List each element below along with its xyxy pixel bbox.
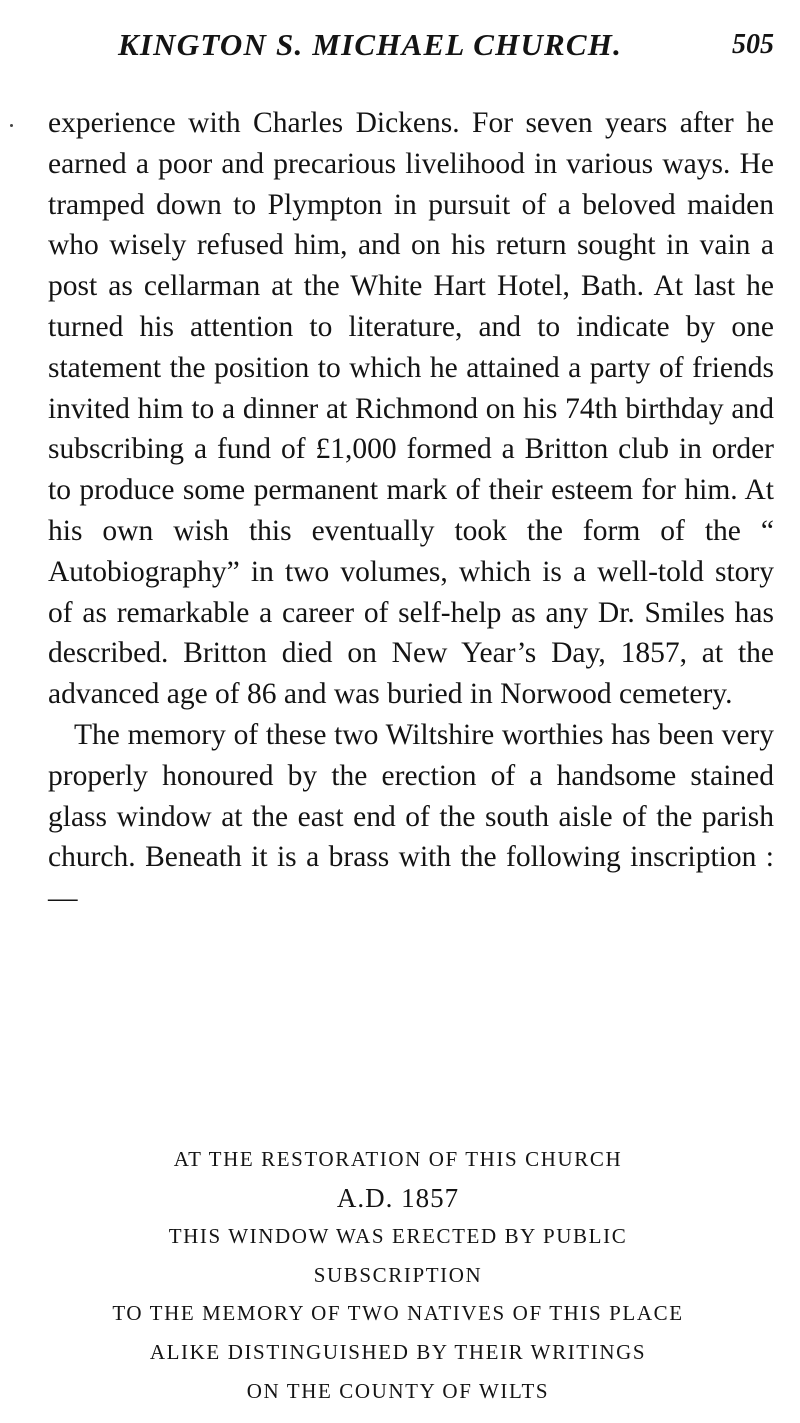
inscription-line: ALIKE DISTINGUISHED BY THEIR WRITINGS xyxy=(149,1339,647,1364)
inscription-date-line: A.D. 1857 xyxy=(336,1182,460,1213)
brass-inscription xyxy=(20,1140,776,1410)
running-head xyxy=(118,20,778,70)
margin-mark xyxy=(10,124,13,127)
page-number: 505 xyxy=(732,29,774,60)
inscription-line: AT THE RESTORATION OF THIS CHURCH xyxy=(173,1147,623,1171)
paragraph-memorial-window: The memory of these two Wiltshire worthies has been very properly honoured by the erection of a handsome stained glass window at the east end of the south aisle of the parish church. Beneath it is a brass with the following inscription :— xyxy=(48,718,774,915)
inscription-line: SUBSCRIPTION xyxy=(313,1262,483,1287)
paragraph-britton-biography: experience with Charles Dickens. For seven years after he earned a poor and precarious livelihood in various ways. He tramped down to Plympton in pursuit of a beloved maiden who wisely refused him, and on his return sought in vain a post as cellarman at the White Hart Hotel, Bath. At last he turned his attention to literature, and to indicate by one statement the position to which he attained a party of friends invited him to a dinner at Richmond on his 74th birthday and subscribing a fund of £1,000 formed a Britton club in order to produce some permanent mark of their esteem for him. At his own wish this eventually took the form of the “ Autobiography” in two volumes, which is a well-told story of as remarkable a career of self-help as any Dr. Smiles has described. Britton died on New Year’s Day, 1857, at the advanced age of 86 and was buried in Norwood cemetery. xyxy=(48,107,774,711)
inscription-line: THIS WINDOW WAS ERECTED BY PUBLIC xyxy=(168,1224,628,1249)
running-head-title: KINGTON S. MICHAEL CHURCH. xyxy=(118,27,623,62)
body-text xyxy=(48,103,774,919)
inscription-line: ON THE COUNTY OF WILTS xyxy=(246,1378,550,1403)
inscription-line: TO THE MEMORY OF TWO NATIVES OF THIS PLACE xyxy=(112,1301,684,1326)
